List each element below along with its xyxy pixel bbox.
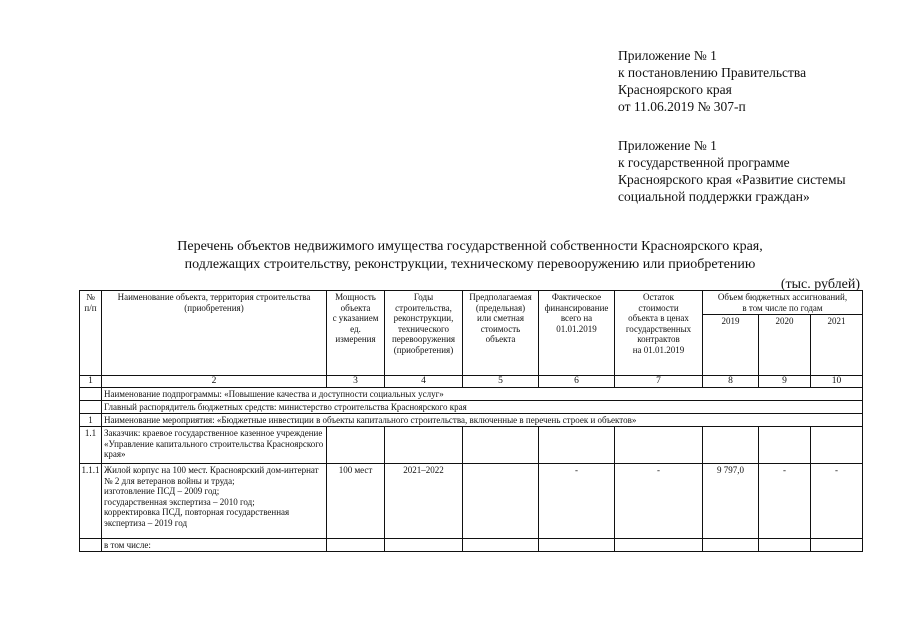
objects-table	[79, 290, 863, 552]
object-cost	[463, 464, 539, 539]
customer-row	[80, 427, 863, 464]
appendix-line: Красноярского края	[618, 82, 732, 97]
units-label: (тыс. рублей)	[780, 277, 860, 292]
header-budget: Объем бюджетных ассигнований, в том числе по годам	[703, 291, 863, 315]
header-year-2020: 2020	[759, 315, 811, 376]
column-number: 2	[102, 376, 327, 388]
column-number: 7	[615, 376, 703, 388]
column-number: 9	[759, 376, 811, 388]
column-number: 3	[327, 376, 385, 388]
column-number: 8	[703, 376, 759, 388]
header-cost: Предполагаемая (предельная) или сметная стоимость объекта	[463, 291, 539, 376]
measure-row	[80, 414, 863, 427]
appendix-line: социальной поддержки граждан»	[618, 189, 810, 204]
main-manager-row	[80, 401, 863, 414]
header-years: Годы строительства, реконструкции, технического перевооружения (приобретения)	[385, 291, 463, 376]
column-number: 4	[385, 376, 463, 388]
appendix-line: Красноярского края «Развитие системы	[618, 172, 846, 187]
measure-num: 1	[80, 414, 102, 427]
header-year-2019: 2019	[703, 315, 759, 376]
header-row	[80, 291, 863, 315]
column-number: 10	[811, 376, 863, 388]
customer-name: Заказчик: краевое государственное казенное учреждение «Управление капитального строительства Красноярского края»	[102, 427, 327, 464]
appendix-line: к постановлению Правительства	[618, 65, 807, 80]
measure-name: Наименование мероприятия: «Бюджетные инвестиции в объекты капитального строительства, включенные в перечень строек и объектов»	[102, 414, 863, 427]
appendix-line: от 11.06.2019 № 307-п	[618, 99, 746, 114]
document-title	[90, 238, 850, 274]
title-line-1: Перечень объектов недвижимого имущества государственной собственности Красноярского края,	[177, 239, 763, 254]
object-remaining: -	[615, 464, 703, 539]
appendix-state-program	[618, 137, 846, 205]
object-num: 1.1.1	[80, 464, 102, 539]
object-years: 2021–2022	[385, 464, 463, 539]
object-budget-2021: -	[811, 464, 863, 539]
appendix-government-decree	[618, 47, 806, 115]
main-manager: Главный распорядитель бюджетных средств: министерство строительства Красноярского края	[102, 401, 863, 414]
column-number: 6	[539, 376, 615, 388]
object-budget-2019: 9 797,0	[703, 464, 759, 539]
column-numbers-row	[80, 376, 863, 388]
column-number: 5	[463, 376, 539, 388]
subprogram-row	[80, 388, 863, 401]
header-num: № п/п	[80, 291, 102, 376]
object-budget-2020: -	[759, 464, 811, 539]
header-financing: Фактическое финансирование всего на 01.01.2019	[539, 291, 615, 376]
column-number: 1	[80, 376, 102, 388]
object-financing: -	[539, 464, 615, 539]
object-row	[80, 464, 863, 539]
object-name: Жилой корпус на 100 мест. Красноярский дом-интернат № 2 для ветеранов войны и труда; изготовление ПСД – 2009 год; государственная экспертиза – 2010 год; корректировка ПСД, повторная государственная экспертиза – 2019 год	[102, 464, 327, 539]
appendix-line: Приложение № 1	[618, 138, 717, 153]
appendix-line: к государственной программе	[618, 155, 790, 170]
including-label: в том числе:	[102, 539, 327, 552]
including-row	[80, 539, 863, 552]
header-capacity: Мощность объекта с указанием ед. измерения	[327, 291, 385, 376]
header-name: Наименование объекта, территория строительства (приобретения)	[102, 291, 327, 376]
title-line-2: подлежащих строительству, реконструкции, техническому перевооружению или приобретению	[184, 257, 756, 272]
object-capacity: 100 мест	[327, 464, 385, 539]
header-remaining: Остаток стоимости объекта в ценах государственных контрактов на 01.01.2019	[615, 291, 703, 376]
header-year-2021: 2021	[811, 315, 863, 376]
appendix-line: Приложение № 1	[618, 48, 717, 63]
customer-num: 1.1	[80, 427, 102, 464]
subprogram-name: Наименование подпрограммы: «Повышение качества и доступности социальных услуг»	[102, 388, 863, 401]
